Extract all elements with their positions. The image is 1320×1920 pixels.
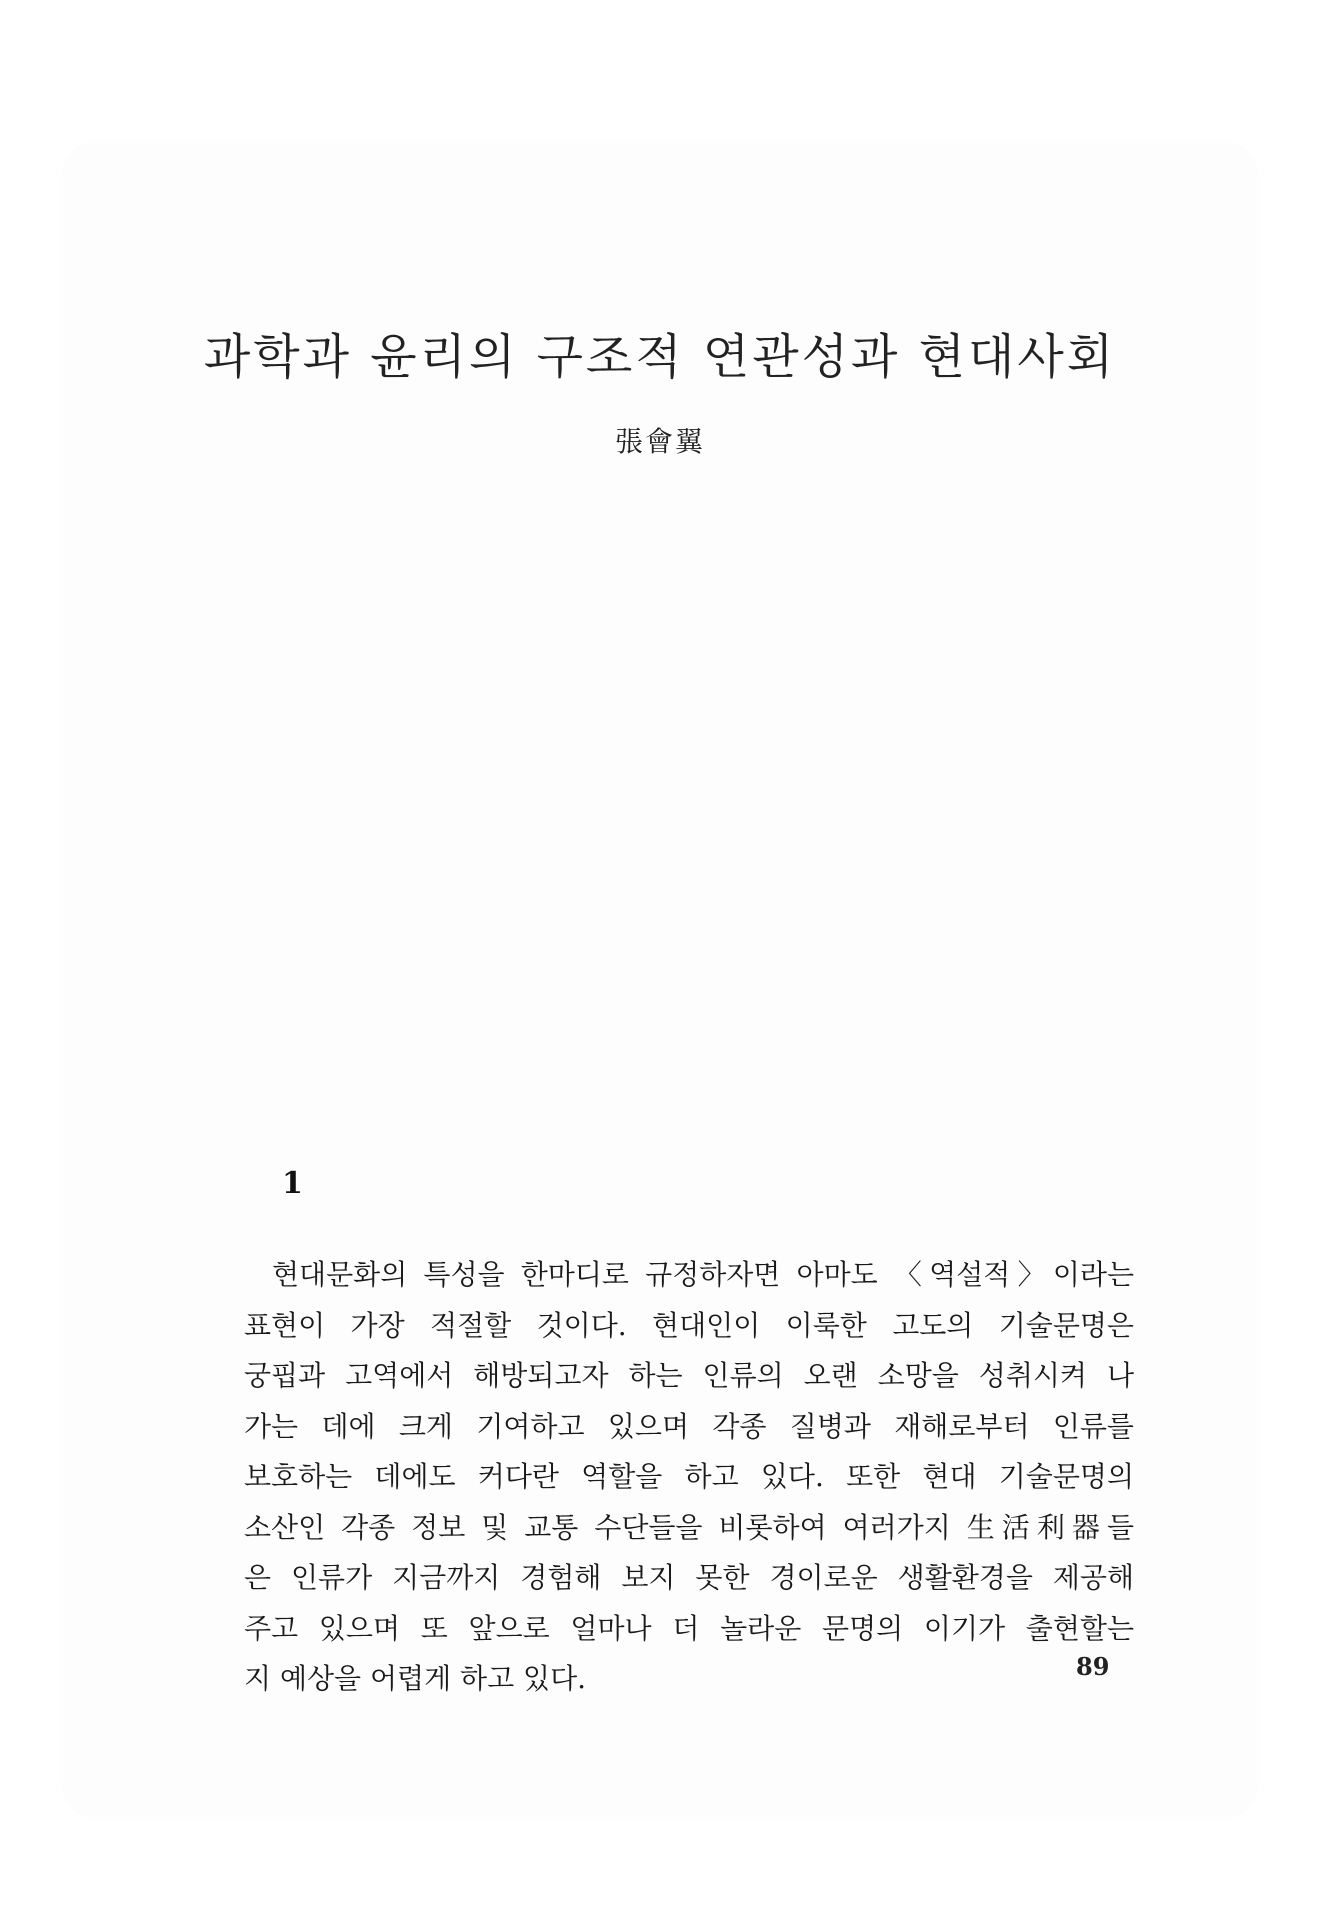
page-number: 89 [1076,1652,1110,1681]
paragraph-line: 지 예상을 어렵게 하고 있다. [244,1662,587,1695]
author-name: 張會翼 [614,425,705,458]
paragraph-line: 현대문화의 특성을 한마디로 규정하자면 아마도 〈역설적〉이라는 [272,1258,1134,1291]
paragraph-line: 가는 데에 크게 기여하고 있으며 각종 질병과 재해로부터 인류를 [244,1409,1134,1443]
paragraph-line: 소산인 각종 정보 및 교통 수단들을 비롯하여 여러가지 生活利器들 [244,1510,1134,1544]
body-paragraph [244,1250,1134,1705]
paragraph-line: 궁핍과 고역에서 해방되고자 하는 인류의 오랜 소망을 성취시켜 나 [244,1359,1134,1392]
paragraph-line: 표현이 가장 적절할 것이다. 현대인이 이룩한 고도의 기술문명은 [244,1308,1134,1342]
paragraph-line: 주고 있으며 또 앞으로 얼마나 더 놀라운 문명의 이기가 출현할는 [244,1611,1134,1645]
section-number: 1 [282,1166,303,1201]
paragraph-line: 보호하는 데에도 커다란 역할을 하고 있다. 또한 현대 기술문명의 [244,1460,1134,1493]
paragraph-line: 은 인류가 지금까지 경험해 보지 못한 경이로운 생활환경을 제공해 [244,1561,1134,1594]
article-title: 과학과 윤리의 구조적 연관성과 현대사회 [203,329,1117,385]
